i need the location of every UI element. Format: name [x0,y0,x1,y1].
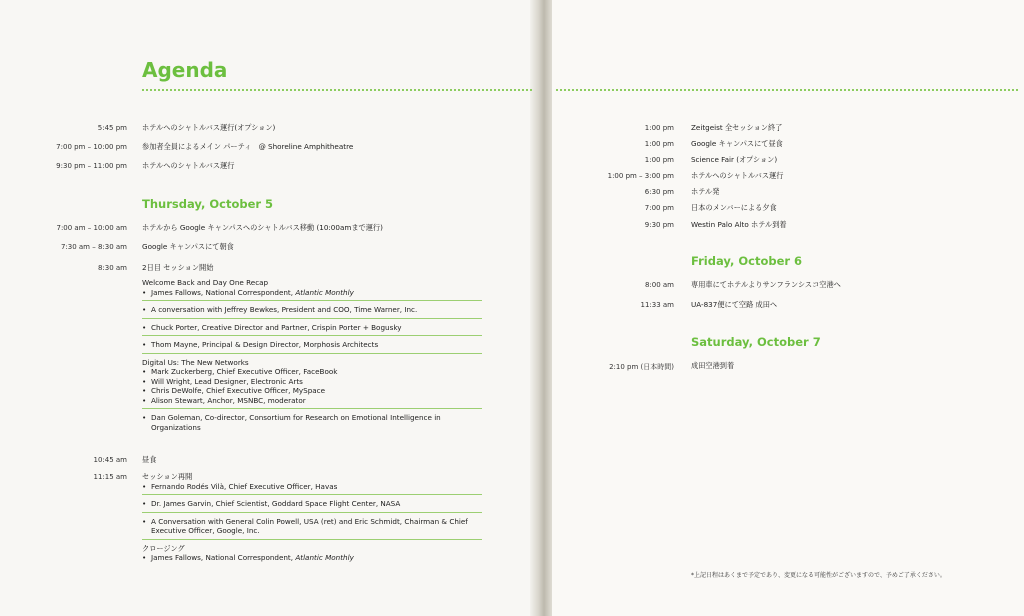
time-label: 7:00 pm – 10:00 pm [56,143,127,151]
event-label: Science Fair (オプション) [691,155,778,164]
event-label: UA-837便にて空路 成田へ [691,300,778,309]
time-label: 1:00 pm [644,140,674,148]
dotted-divider-right [556,89,1018,91]
time-label: 9:30 pm – 11:00 pm [56,162,127,170]
event-label: 専用車にてホテルよりサンフランシスコ空港へ [691,280,841,289]
divider [142,318,482,319]
speaker-item: • Fernando Rodés Vilà, Chief Executive Officer, Havas [142,482,482,492]
time-label: 11:15 am [93,473,127,481]
speaker-item: • A Conversation with General Colin Powell, USA (ret) and Eric Schmidt, Chairman & Chief Executive Officer, Google, Inc. [142,517,471,536]
time-label: 2:10 pm (日本時間) [609,363,674,371]
footnote: *上記日程はあくまで予定であり、変更になる可能性がございますので、予めご了承ください。 [691,572,946,579]
divider [142,539,482,540]
event-label: ホテル発 [691,187,720,196]
time-label: 9:30 pm [644,221,674,229]
time-label: 8:00 am [644,281,674,289]
event-label: 成田空港到着 [691,361,735,370]
divider [142,335,482,336]
event-label: 昼食 [142,455,157,464]
speaker-item: • Will Wright, Lead Designer, Electronic Arts [142,377,482,387]
session-title: セッション再開 [142,472,193,481]
event-label: Google キャンパスにて朝食 [142,242,234,251]
time-label: 1:00 pm [644,124,674,132]
divider [142,408,482,409]
speaker-item: • Dr. James Garvin, Chief Scientist, Goddard Space Flight Center, NASA [142,499,482,509]
event-label: ホテルへのシャトルバス運行 [142,161,235,170]
time-label: 7:30 am – 8:30 am [60,243,127,251]
speaker-item: • A conversation with Jeffrey Bewkes, President and COO, Time Warner, Inc. [142,305,482,315]
event-label: ホテルから Google キャンパスへのシャトルバス移動 (10:00amまで運行) [142,223,383,232]
divider [142,512,482,513]
speaker-item: • Alison Stewart, Anchor, MSNBC, moderator [142,396,482,406]
time-label: 6:30 pm [644,188,674,196]
event-label: 日本のメンバーによる夕食 [691,203,777,212]
speaker-item: • Chris DeWolfe, Chief Executive Officer, MySpace [142,386,482,396]
time-label: 7:00 am – 10:00 am [56,224,127,232]
time-label: 1:00 pm – 3:00 pm [607,172,674,180]
speaker-item: • James Fallows, National Correspondent, Atlantic Monthly [142,288,482,298]
event-label: 2日目 セッション開始 [142,263,214,272]
event-label: ホテルへのシャトルバス運行 [691,171,784,180]
day-heading-thursday: Thursday, October 5 [142,197,274,211]
time-label: 8:30 am [97,264,127,272]
speaker-item: • James Fallows, National Correspondent, Atlantic Monthly [142,553,482,563]
day-heading-friday: Friday, October 6 [691,254,803,268]
day-heading-saturday: Saturday, October 7 [691,335,821,349]
event-label: Westin Palo Alto ホテル到着 [691,220,787,229]
divider [142,353,482,354]
session-list [142,472,482,563]
speaker-item: • Dan Goleman, Co-director, Consortium for Research on Emotional Intelligence in Organizations [142,413,471,432]
page-title: Agenda [142,58,228,82]
speaker-item: • Thom Mayne, Principal & Design Director, Morphosis Architects [142,340,482,350]
session-list [142,278,482,432]
time-label: 10:45 am [93,456,127,464]
event-label: Google キャンパスにて昼食 [691,139,783,148]
session-title: Welcome Back and Day One Recap [142,278,269,287]
dotted-divider-left [142,89,532,91]
event-label: Zeitgeist 全セッション終了 [691,123,783,132]
session-title: クロージング [142,543,185,553]
speaker-item: • Mark Zuckerberg, Chief Executive Officer, FaceBook [142,367,482,377]
divider [142,300,482,301]
time-label: 11:33 am [640,301,674,309]
divider [142,494,482,495]
time-label: 5:45 pm [97,124,127,132]
speaker-item: • Chuck Porter, Creative Director and Partner, Crispin Porter + Bogusky [142,323,482,333]
session-title: Digital Us: The New Networks [142,357,249,367]
time-label: 1:00 pm [644,156,674,164]
time-label: 7:00 pm [644,204,674,212]
event-label: ホテルへのシャトルバス運行(オプション) [142,123,276,132]
event-label: 参加者全員によるメイン パーティ @ Shoreline Amphitheatre [142,142,354,151]
